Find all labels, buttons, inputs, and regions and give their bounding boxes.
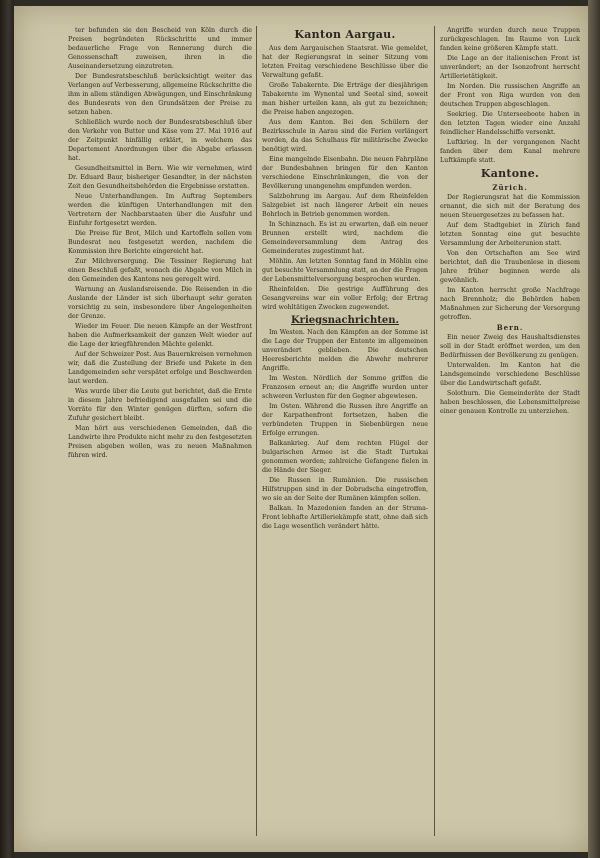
paragraph: Von den Ortschaften am See wird berichtet, daß die Traubenlese in diesem Jahre früher beginnen werde als gewöhnlich. <box>440 250 580 284</box>
paragraph: Im Westen. Nördlich der Somme griffen die Franzosen erneut an; die Angriffe wurden unter schweren Verlusten für den Gegner abgewiesen. <box>262 375 428 400</box>
paragraph: Im Osten. Während die Russen ihre Angriffe an der Karpathenfront fortsetzen, haben die verbündeten Truppen in Siebenbürgen neue Erfolge errungen. <box>262 403 428 437</box>
column-rule <box>256 26 257 836</box>
paragraph: Zur Milchversorgung. Die Tessiner Regierung hat einen Beschluß gefaßt, wonach die Abgabe von Milch in den Gemeinden des Kantons neu geregelt wird. <box>68 258 252 283</box>
page-edge <box>588 0 600 858</box>
paragraph: Im Norden. Die russischen Angriffe an der Front von Riga wurden von den deutschen Truppen abgeschlagen. <box>440 83 580 108</box>
column-3 <box>440 26 580 834</box>
book-spine <box>0 0 14 858</box>
paragraph: Auf der Schweizer Post. Aus Bauernkreisen vernehmen wir, daß die Zustellung der Briefe und Pakete in den Landgemeinden sehr verspätet erfolge und Beschwerden laut werden. <box>68 351 252 385</box>
paragraph: Warnung an Auslandsreisende. Die Reisenden in die Auslande der Länder ist sich überhaupt sehr geraten vorsichtig zu sein, insbesondere über Angelegenheiten der Grenze. <box>68 286 252 320</box>
paragraph: Die Lage an der italienischen Front ist unverändert; an der Isonzofront herrscht Artillerietätigkeit. <box>440 55 580 80</box>
column-1 <box>68 26 252 834</box>
subheading-zurich: Zürich. <box>492 183 528 192</box>
paragraph: Im Kanton herrscht große Nachfrage nach Brennholz; die Behörden haben Maßnahmen zur Sicherung der Versorgung getroffen. <box>440 287 580 321</box>
paragraph: In Schinznach. Es ist zu erwarten, daß ein neuer Brunnen erstellt wird, nachdem die Gemeindeversammlung dem Antrag des Gemeinderates zugestimmt hat. <box>262 221 428 255</box>
paragraph: Solothurn. Die Gemeinderäte der Stadt haben beschlossen, die Lebensmittelpreise einer genauen Kontrolle zu unterziehen. <box>440 390 580 415</box>
paragraph: Möhlin. Am letzten Sonntag fand in Möhlin eine gut besuchte Versammlung statt, an der die Fragen der Lebensmittelversorgung besprochen wurden. <box>262 258 428 283</box>
paragraph: Luftkrieg. In der vergangenen Nacht fanden über dem Kanal mehrere Luftkämpfe statt. <box>440 139 580 164</box>
paragraph: Unterwalden. Im Kanton hat die Landsgemeinde verschiedene Beschlüsse über die Landwirtschaft gefaßt. <box>440 362 580 387</box>
paragraph: Man hört aus verschiedenen Gemeinden, daß die Landwirte ihre Produkte nicht mehr zu den festgesetzten Preisen abgeben wollen, was zu neuen Maßnahmen führen wird. <box>68 425 252 459</box>
paragraph: Wieder im Feuer. Die neuen Kämpfe an der Westfront haben die Aufmerksamkeit der ganzen Welt wieder auf die Lage der kriegführenden Mächte gelenkt. <box>68 323 252 348</box>
paragraph: Rheinfelden. Die gestrige Aufführung des Gesangvereins war ein voller Erfolg; der Ertrag wird wohltätigen Zwecken zugewendet. <box>262 286 428 311</box>
paragraph: Schließlich wurde noch der Bundesratsbeschluß über den Verkehr von Butter und Käse vom 27. Mai 1916 auf der Zeitpunkt hinfällig erklärt, in welchem das Departement Anordnungen über die Abgabe erlassen hat. <box>68 119 252 162</box>
paragraph: Balkan. In Mazedonien fanden an der Struma-Front lebhafte Artilleriekämpfe statt, ohne daß sich die Lage wesentlich verändert hätte. <box>262 505 428 530</box>
column-rule <box>434 26 435 836</box>
paragraph: Balkankrieg. Auf dem rechten Flügel der bulgarischen Armee ist die Stadt Turtukai genommen worden; zahlreiche Gefangene fielen in die Hände der Sieger. <box>262 440 428 474</box>
paragraph: Ein neuer Zweig des Haushaltsdienstes soll in der Stadt eröffnet werden, um den Bedürfnissen der Bevölkerung zu genügen. <box>440 334 580 359</box>
paragraph: Im Westen. Nach den Kämpfen an der Somme ist die Lage der Truppen der Entente im allgemeinen unverändert geblieben. Die deutschen Heeresberichte melden die Abwehr mehrerer Angriffe. <box>262 329 428 372</box>
paragraph: Seekrieg. Die Unterseeboote haben in den letzten Tagen wieder eine Anzahl feindlicher Handelsschiffe versenkt. <box>440 111 580 136</box>
column-2 <box>262 26 428 834</box>
paragraph: Angriffe wurden durch neue Truppen zurückgeschlagen. Im Raume von Luck fanden keine größeren Kämpfe statt. <box>440 27 580 52</box>
paragraph: ter befunden sie den Bescheid von Köln durch die Preisen begründeten Rückschritte und immer bedauerliche Frage von Rennerung durch die Genossenschaft zuweisen, ihren in die Auseinandersetzung einzutreten. <box>68 27 252 70</box>
paragraph: Aus dem Kanton. Bei den Schülern der Bezirksschule in Aarau sind die Ferien verlängert worden, da das Schulhaus für militärische Zwecke benötigt wird. <box>262 119 428 153</box>
paragraph: Die Russen in Rumänien. Die russischen Hilfstruppen sind in der Dobrudscha eingetroffen, wo sie an der Seite der Rumänen kämpfen sollen. <box>262 477 428 502</box>
paragraph: Große Tabakernte. Die Erträge der diesjährigen Tabakernte im Wynental und Seetal sind, soweit man bisher urteilen kann, als gut zu bezeichnen; die Preise haben angezogen. <box>262 82 428 116</box>
paragraph: Was wurde über die Leute gut berichtet, daß die Ernte in diesem Jahre befriedigend ausgefallen sei und die Vorräte für den Winter genügen dürften, sofern die Zufuhr gesichert bleibt. <box>68 388 252 422</box>
section-heading-war-news: Kriegsnachrichten. <box>290 315 399 326</box>
paragraph: Die Preise für Brot, Milch und Kartoffeln sollen vom Bundesrat neu festgesetzt werden, nachdem die Kommission ihre Berichte eingereicht hat. <box>68 230 252 255</box>
paragraph: Gesundheitsmittel in Bern. Wie wir vernehmen, wird Dr. Eduard Baur, bisheriger Gesandter, in der nächsten Zeit den Gesundheitsbehörden die Ergebnisse erstatten. <box>68 165 252 190</box>
paragraph: Eine mangelnde Eisenbahn. Die neuen Fahrpläne der Bundesbahnen bringen für den Kanton verschiedene Einschränkungen, die von der Bevölkerung unangenehm empfunden werden. <box>262 156 428 190</box>
section-heading-aargau: Kanton Aargau. <box>294 28 396 41</box>
paragraph: Neue Unterhandlungen. Im Auftrag Septembers werden die künftigen Unterhandlungen mit den Vertretern der Nachbarstaaten über die Ausfuhr und Einfuhr fortgesetzt werden. <box>68 193 252 227</box>
paragraph: Der Regierungsrat hat die Kommission ernannt, die sich mit der Beratung des neuen Steuergesetzes zu befassen hat. <box>440 194 580 219</box>
paragraph: Der Bundesratsbeschluß berücksichtigt weiter das Verlangen auf Verbesserung, allgemeine Rückschritte die ihm in allem ständigen Abwägungen, und Einschränkung des Bundesrats von den Grundsätzen der Preise zu setzen haben. <box>68 73 252 116</box>
paragraph: Salzbohrung im Aargau. Auf dem Rheinfelden Salzgebiet ist nach längerer Arbeit ein neues Bohrloch in Betrieb genommen worden. <box>262 193 428 218</box>
paragraph: Aus dem Aargauischen Staatsrat. Wie gemeldet, hat der Regierungsrat in seiner Sitzung vom letzten Freitag verschiedene Beschlüsse über die Verwaltung gefaßt. <box>262 45 428 79</box>
section-heading-cantons: Kantone. <box>480 167 540 180</box>
subheading-bern: Bern. <box>496 323 524 332</box>
paragraph: Auf dem Stadtgebiet in Zürich fand letzten Sonntag eine gut besuchte Versammlung der Arbeiterunion statt. <box>440 222 580 247</box>
